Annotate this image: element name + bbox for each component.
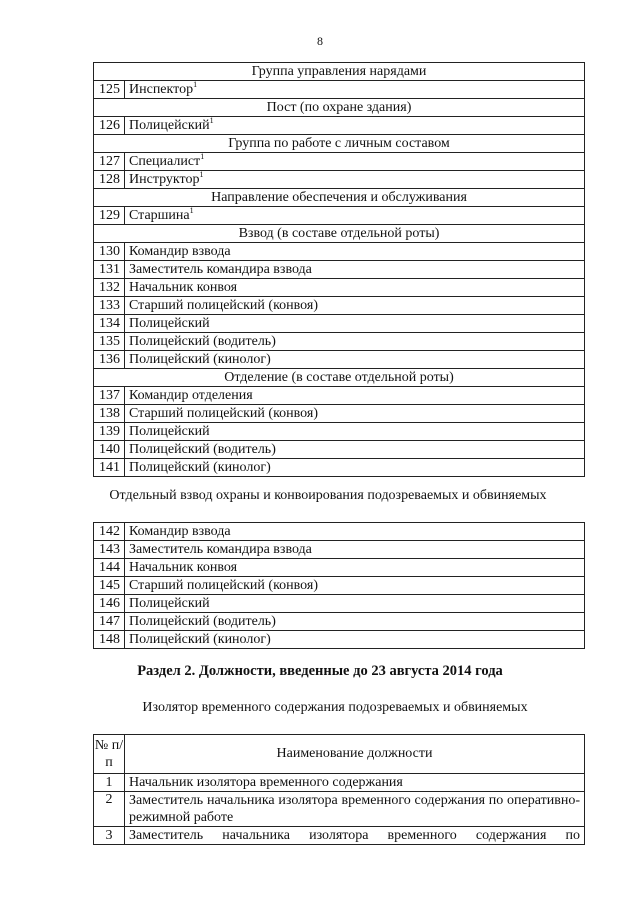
table-row (94, 261, 585, 279)
position-title-text: Заместитель командира взвода (129, 541, 312, 557)
row-number: 139 (94, 423, 125, 441)
subheader-row (94, 189, 585, 207)
footnote-marker: 1 (189, 205, 194, 215)
position-title (125, 315, 585, 333)
header-title: Наименование должности (125, 735, 585, 774)
footnote-marker: 1 (209, 115, 214, 125)
subheader-row (94, 135, 585, 153)
position-title (125, 441, 585, 459)
position-title-text: Командир отделения (129, 387, 253, 403)
position-title: Заместитель начальника изолятора временного содержания по оперативно-режимной работе (125, 792, 585, 827)
position-title-text: Полицейский (129, 315, 210, 331)
subheader-text: Взвод (в составе отдельной роты) (94, 225, 585, 243)
table-row (94, 333, 585, 351)
subheader-row (94, 99, 585, 117)
footnote-marker: 1 (200, 151, 205, 161)
table-row (94, 405, 585, 423)
table-row (94, 541, 585, 559)
row-number: 125 (94, 81, 125, 99)
position-title-text: Начальник конвоя (129, 559, 238, 575)
subheader-row (94, 225, 585, 243)
position-title-text: Полицейский (водитель) (129, 613, 276, 629)
table-header-row (94, 735, 585, 774)
table-row (94, 279, 585, 297)
header-num: № п/п (94, 735, 125, 774)
positions-table-2 (93, 522, 585, 649)
row-number: 136 (94, 351, 125, 369)
position-title (125, 613, 585, 631)
position-title-text: Полицейский (кинолог) (129, 459, 271, 475)
table-row (94, 243, 585, 261)
row-number: 134 (94, 315, 125, 333)
table-row (94, 631, 585, 649)
position-title (125, 333, 585, 351)
row-number: 138 (94, 405, 125, 423)
row-number: 135 (94, 333, 125, 351)
position-title-text: Инспектор (129, 81, 194, 97)
table-row (94, 81, 585, 99)
row-number: 3 (94, 827, 125, 845)
table-row (94, 774, 585, 792)
subheader-text: Группа управления нарядами (94, 63, 585, 81)
footnote-marker: 1 (193, 79, 198, 89)
position-title-text: Начальник конвоя (129, 279, 238, 295)
position-title (125, 459, 585, 477)
row-number: 147 (94, 613, 125, 631)
row-number: 130 (94, 243, 125, 261)
table-row (94, 595, 585, 613)
row-number: 144 (94, 559, 125, 577)
row-number: 129 (94, 207, 125, 225)
position-title (125, 387, 585, 405)
row-number: 137 (94, 387, 125, 405)
row-number: 127 (94, 153, 125, 171)
position-title-text: Инструктор (129, 171, 200, 187)
row-number: 142 (94, 523, 125, 541)
position-title-text: Заместитель командира взвода (129, 261, 312, 277)
position-title-text: Старший полицейский (конвоя) (129, 405, 318, 421)
table-row (94, 792, 585, 827)
section-2-title: Раздел 2. Должности, введенные до 23 августа 2014 года (137, 663, 503, 679)
position-title (125, 279, 585, 297)
row-number: 141 (94, 459, 125, 477)
position-title (125, 351, 585, 369)
position-title-text: Полицейский (129, 117, 210, 133)
table-row (94, 351, 585, 369)
table-row (94, 423, 585, 441)
position-title (125, 297, 585, 315)
position-title (125, 595, 585, 613)
position-title-text: Старший полицейский (конвоя) (129, 297, 318, 313)
table-row (94, 613, 585, 631)
position-title (125, 81, 585, 99)
table-row (94, 559, 585, 577)
subheader-text: Отделение (в составе отдельной роты) (94, 369, 585, 387)
table-row (94, 827, 585, 845)
subheader-text: Группа по работе с личным составом (94, 135, 585, 153)
position-title (125, 423, 585, 441)
subheader-text: Направление обеспечения и обслуживания (94, 189, 585, 207)
position-title-text: Специалист (129, 153, 201, 169)
row-number: 1 (94, 774, 125, 792)
caption-detention-center: Изолятор временного содержания подозреваемых и обвиняемых (142, 700, 528, 715)
table-row (94, 523, 585, 541)
table-row (94, 577, 585, 595)
row-number: 148 (94, 631, 125, 649)
table-row (94, 297, 585, 315)
position-title (125, 261, 585, 279)
position-title (125, 559, 585, 577)
row-number: 140 (94, 441, 125, 459)
table-row (94, 153, 585, 171)
position-title-text: Полицейский (водитель) (129, 441, 276, 457)
position-title (125, 631, 585, 649)
position-title (125, 171, 585, 189)
table-row (94, 171, 585, 189)
position-title (125, 207, 585, 225)
subheader-row (94, 369, 585, 387)
row-number: 145 (94, 577, 125, 595)
position-title (125, 523, 585, 541)
position-title: Начальник изолятора временного содержания (125, 774, 585, 792)
positions-table-3 (93, 734, 585, 845)
subheader-text: Пост (по охране здания) (94, 99, 585, 117)
row-number: 143 (94, 541, 125, 559)
position-title-text: Старший полицейский (конвоя) (129, 577, 318, 593)
position-title (125, 577, 585, 595)
row-number: 126 (94, 117, 125, 135)
page-number: 8 (317, 34, 323, 48)
table-row (94, 387, 585, 405)
row-number: 133 (94, 297, 125, 315)
position-title (125, 541, 585, 559)
table-row (94, 441, 585, 459)
positions-table-1 (93, 62, 585, 477)
position-title (125, 405, 585, 423)
row-number: 2 (94, 792, 125, 827)
table-row (94, 459, 585, 477)
table-row (94, 117, 585, 135)
position-title: Заместитель начальника изолятора временного содержания по (125, 827, 585, 845)
row-number: 146 (94, 595, 125, 613)
position-title-text: Командир взвода (129, 523, 231, 539)
subheader-row (94, 63, 585, 81)
position-title-text: Полицейский (129, 423, 210, 439)
position-title-text: Старшина (129, 207, 190, 223)
position-title-text: Полицейский (129, 595, 210, 611)
table-row (94, 207, 585, 225)
position-title-text: Полицейский (кинолог) (129, 631, 271, 647)
row-number: 128 (94, 171, 125, 189)
position-title (125, 117, 585, 135)
position-title (125, 243, 585, 261)
position-title-text: Командир взвода (129, 243, 231, 259)
row-number: 132 (94, 279, 125, 297)
position-title-text: Полицейский (кинолог) (129, 351, 271, 367)
row-number: 131 (94, 261, 125, 279)
position-title-text: Полицейский (водитель) (129, 333, 276, 349)
position-title (125, 153, 585, 171)
table-row (94, 315, 585, 333)
footnote-marker: 1 (199, 169, 204, 179)
caption-separate-platoon: Отдельный взвод охраны и конвоирования подозреваемых и обвиняемых (109, 488, 547, 503)
